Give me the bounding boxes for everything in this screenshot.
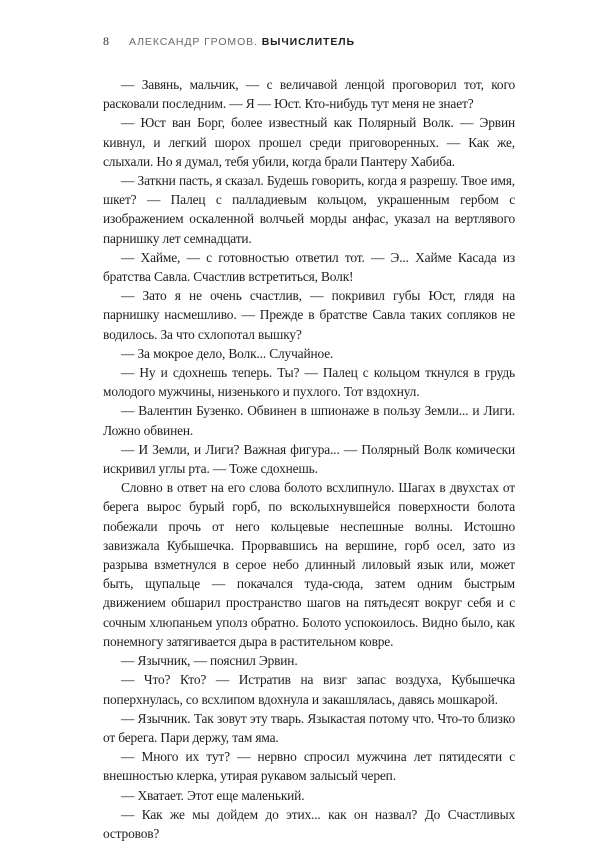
paragraph: — Язычник. Так зовут эту тварь. Языкастая потому что. Что-то близко от берега. Пари держу, там яма.: [103, 710, 515, 745]
paragraph: — Много их тут? — нервно спросил мужчина лет пятидесяти с внешностью клерка, утирая рукавом залысый череп.: [103, 749, 515, 784]
paragraph: — Заткни пасть, я сказал. Будешь говорить, когда я разрешу. Твое имя, шкет? — Палец с палладиевым кольцом, украшенным гербом с изображением оскаленной волчьей морды анфас, указал на вертлявого парнишку лет семнадцати.: [103, 173, 515, 246]
paragraph: — И Земли, и Лиги? Важная фигура... — Полярный Волк комически искривил углы рта. — Тоже сдохнешь.: [103, 441, 515, 477]
book-author: АЛЕКСАНДР ГРОМОВ: [129, 36, 255, 48]
paragraph: — Хайме, — с готовностью ответил тот. — Э... Хайме Касада из братства Савла. Счастлив встретиться, Волк!: [103, 249, 515, 285]
page-number: 8: [103, 34, 109, 48]
paragraph: — Юст ван Борг, более известный как Полярный Волк. — Эрвин кивнул, и легкий шорох прошел среди приговоренных. — Как же, слыхали. Но я думал, тебя убили, когда брали Пантеру Хабиба.: [103, 115, 515, 169]
paragraph: — Зато я не очень счастлив, — покривил губы Юст, глядя на парнишку насмешливо. — Прежде в братстве Савла таких сопляков не водилось. За что схлопотал вышку?: [103, 288, 515, 342]
paragraph: — Валентин Бузенко. Обвинен в шпионаже в пользу Земли... и Лиги. Ложно обвинен.: [103, 403, 515, 438]
running-header: [103, 34, 560, 49]
paragraph: Словно в ответ на его слова болото всхлипнуло. Шагах в двухстах от берега вырос бурый горб, по всколыхнувшейся поверхности болота побежали прочь от него кольцевые неспешные волны. Истошно завизжала Кубышечка. Прорвавшись на вершине, горб осел, зато из разрыва взметнулся в серое небо длинный лиловый язык или, может быть, щупальце — покачался туда-сюда, затем одним быстрым движением обшарил пространство шагов на пятьдесят вокруг себя и с сочным хлюпаньем уполз обратно. Болото успокоилось. Видно было, как понемногу затягивается дыра в растительном ковре.: [103, 480, 515, 649]
paragraph: — Как же мы дойдем до этих... как он назвал? До Счастливых островов?: [103, 806, 515, 841]
page-body: [103, 75, 515, 843]
paragraph: — Ну и сдохнешь теперь. Ты? — Палец с кольцом ткнулся в грудь молодого мужчины, низенького и пухлого. Тот вздохнул.: [103, 365, 515, 400]
book-title: ВЫЧИСЛИТЕЛЬ: [261, 36, 355, 48]
paragraph: — Хватает. Этот еще маленький.: [121, 787, 305, 803]
paragraph: — За мокрое дело, Волк... Случайное.: [121, 345, 334, 361]
paragraph: — Язычник, — пояснил Эрвин.: [121, 653, 298, 669]
paragraph: — Завянь, мальчик, — с величавой ленцой проговорил тот, кого расковали последним. — Я — Юст. Кто-нибудь тут меня не знает?: [103, 77, 515, 112]
paragraph: — Что? Кто? — Истратив на визг запас воздуха, Кубышечка поперхнулась, со всхлипом вдохнула и закашлялась, давясь мошкарой.: [103, 672, 515, 707]
header-separator: .: [254, 36, 258, 48]
